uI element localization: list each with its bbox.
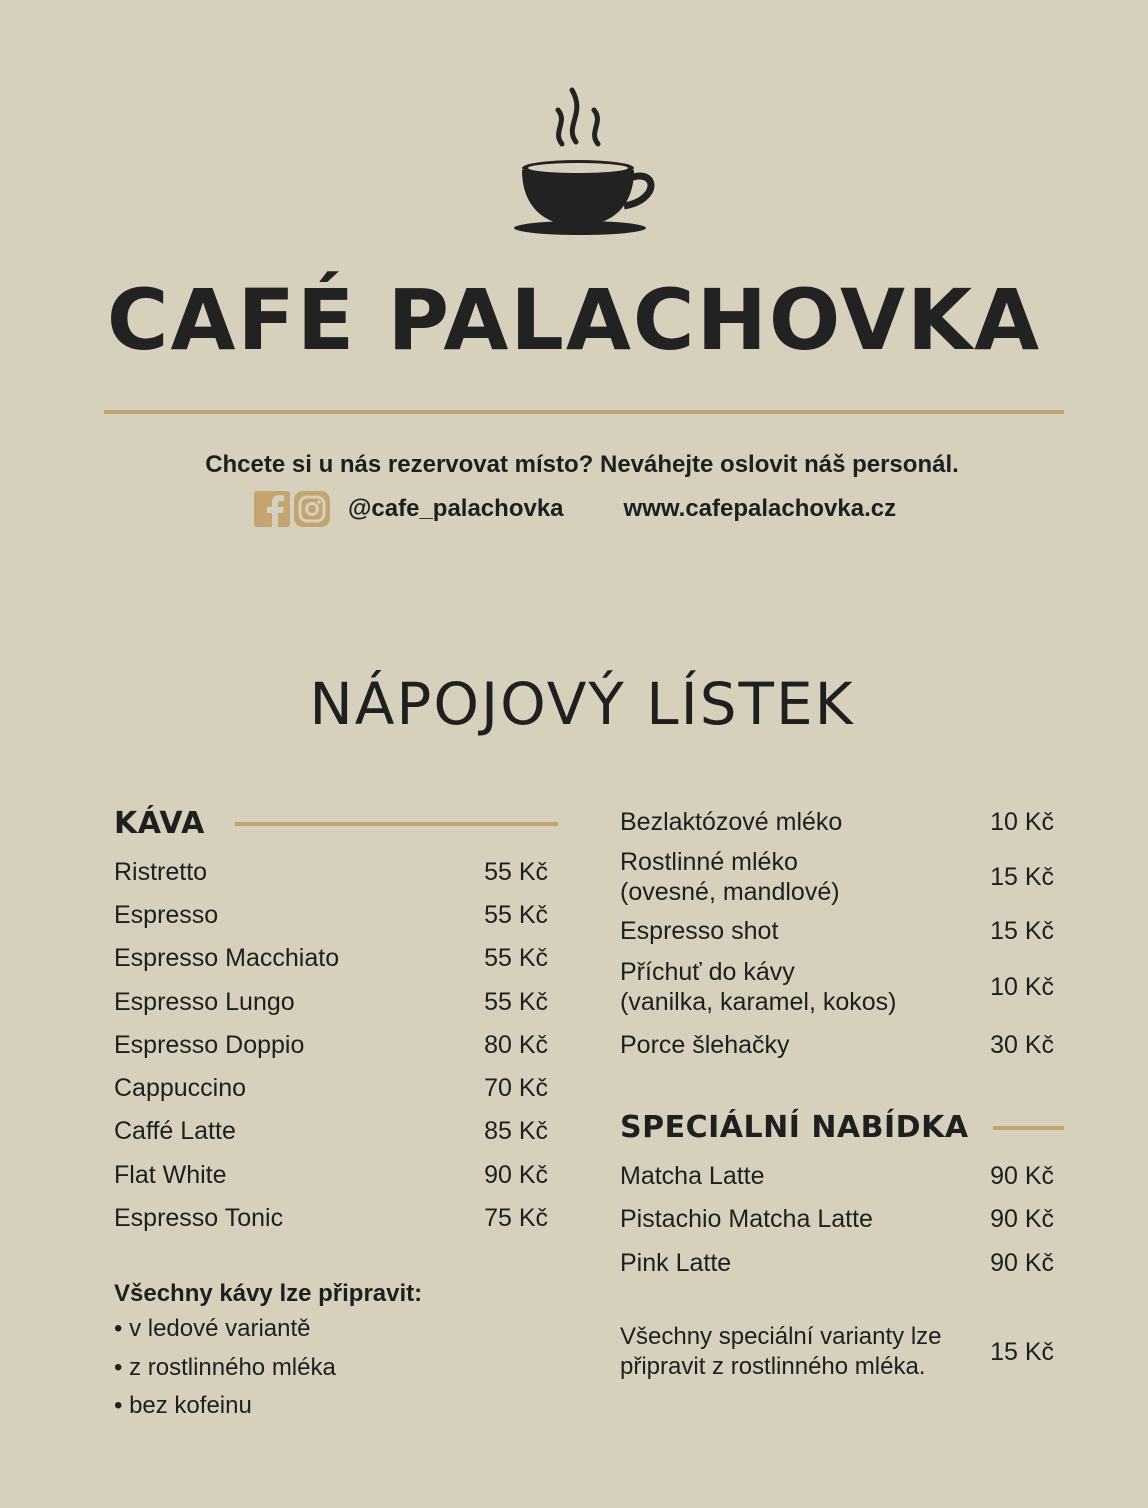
item-price: 90 Kč — [990, 1248, 1054, 1277]
item-name: Flat White — [114, 1160, 227, 1189]
special-note-text: Všechny speciální varianty lze připravit z rostlinného mléka. — [620, 1323, 942, 1380]
cafe-title: CAFÉ PALACHOVKA — [106, 271, 1042, 369]
item-price: 85 Kč — [484, 1117, 548, 1146]
item-subtitle: (ovesné, mandlové) — [620, 878, 840, 906]
item-name: Espresso shot — [620, 917, 779, 945]
item-name: Espresso Lungo — [114, 987, 295, 1016]
item-name: Espresso Tonic — [114, 1204, 284, 1233]
website-link[interactable]: www.cafepalachovka.cz — [623, 495, 897, 522]
list-item — [114, 1153, 548, 1196]
item-price: 55 Kč — [484, 900, 548, 929]
item-price: 30 Kč — [990, 1031, 1054, 1059]
social-handle[interactable]: @cafe_palachovka — [348, 495, 564, 522]
item-price: 90 Kč — [484, 1160, 548, 1189]
item-price: 80 Kč — [484, 1030, 548, 1059]
header-divider — [104, 410, 1064, 414]
social-row — [254, 490, 896, 528]
kava-note-bullet: • bez kofeinu — [114, 1392, 252, 1419]
list-item — [620, 806, 1054, 838]
item-name: Espresso Macchiato — [114, 944, 340, 973]
list-item — [114, 1196, 548, 1239]
item-price: 10 Kč — [990, 808, 1054, 836]
kava-note-bullet: • z rostlinného mléka — [114, 1353, 336, 1381]
list-item — [620, 1028, 1054, 1062]
item-title: Příchuť do kávy — [620, 958, 795, 986]
kava-note-title: Všechny kávy lze připravit: — [114, 1280, 423, 1307]
extras-list — [620, 806, 1054, 1062]
list-item — [114, 893, 548, 936]
special-list — [620, 1154, 1054, 1285]
list-item — [620, 1198, 1054, 1242]
kava-heading-row — [114, 806, 558, 842]
special-heading-row — [620, 1110, 1064, 1146]
item-price: 70 Kč — [484, 1074, 548, 1103]
reservation-text: Chcete si u nás rezervovat místo? Neváhejte oslovit náš personál. — [205, 451, 959, 478]
item-name: Espresso — [114, 900, 219, 929]
list-item — [114, 1023, 548, 1066]
item-price: 55 Kč — [484, 944, 548, 973]
item-name: Caffé Latte — [114, 1117, 236, 1146]
item-price: 90 Kč — [990, 1161, 1054, 1190]
item-name: Cappuccino — [114, 1074, 247, 1103]
list-item — [620, 914, 1054, 948]
coffee-cup-icon — [510, 82, 660, 242]
item-name: Porce šlehačky — [620, 1031, 790, 1059]
item-name — [620, 957, 896, 1017]
list-item — [114, 980, 548, 1023]
list-item — [114, 850, 548, 893]
list-item — [114, 937, 548, 980]
menu-title: NÁPOJOVÝ LÍSTEK — [309, 670, 855, 738]
list-item — [114, 1110, 548, 1153]
list-item — [620, 846, 1054, 908]
item-price: 55 Kč — [484, 987, 548, 1016]
item-price: 15 Kč — [990, 917, 1054, 945]
item-title: Rostlinné mléko — [620, 848, 798, 876]
item-name: Pink Latte — [620, 1248, 732, 1277]
item-price: 55 Kč — [484, 857, 548, 886]
list-item — [620, 1154, 1054, 1198]
kava-note-bullet: • v ledové variantě — [114, 1315, 311, 1342]
item-name: Espresso Doppio — [114, 1030, 305, 1059]
kava-heading: KÁVA — [114, 806, 205, 841]
item-name: Ristretto — [114, 857, 208, 886]
special-divider — [993, 1126, 1064, 1130]
list-item — [620, 956, 1054, 1018]
kava-note — [114, 1278, 554, 1426]
item-price: 90 Kč — [990, 1205, 1054, 1234]
item-name — [620, 847, 840, 907]
item-name: Bezlaktózové mléko — [620, 808, 843, 836]
item-price: 75 Kč — [484, 1204, 548, 1233]
kava-list — [114, 850, 548, 1240]
item-price: 15 Kč — [990, 863, 1054, 891]
kava-divider — [235, 822, 558, 826]
item-price: 10 Kč — [990, 973, 1054, 1001]
special-heading: SPECIÁLNÍ NABÍDKA — [620, 1110, 969, 1145]
special-note-price: 15 Kč — [990, 1338, 1054, 1366]
item-name: Matcha Latte — [620, 1161, 765, 1190]
instagram-icon[interactable] — [294, 491, 330, 527]
item-name: Pistachio Matcha Latte — [620, 1205, 873, 1234]
special-note — [620, 1322, 1054, 1382]
list-item — [114, 1066, 548, 1109]
facebook-icon[interactable] — [254, 491, 290, 527]
list-item — [620, 1241, 1054, 1285]
item-subtitle: (vanilka, karamel, kokos) — [620, 988, 897, 1016]
